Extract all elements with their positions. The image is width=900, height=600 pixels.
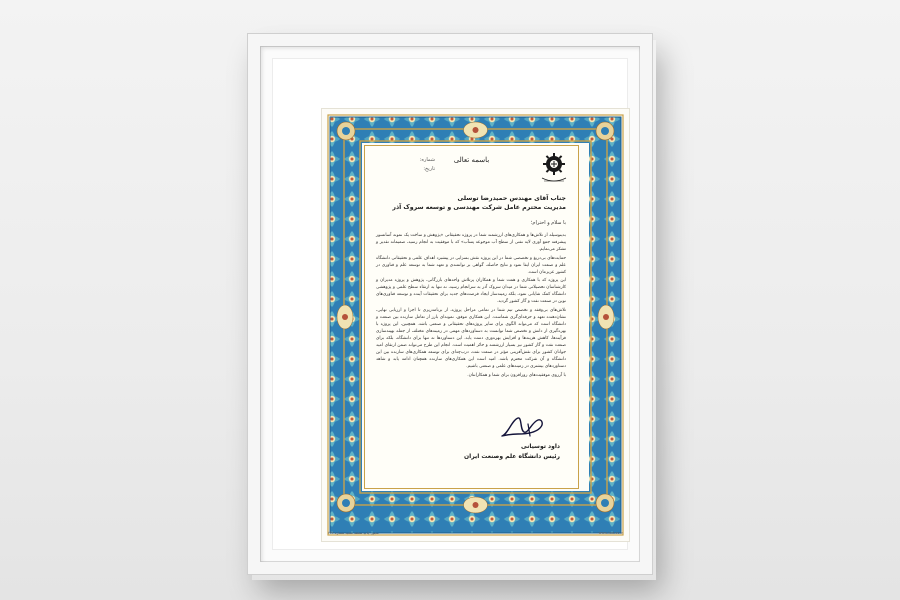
university-gear-emblem-icon (536, 150, 572, 186)
addressee-title: مدیریت محترم عامل شرکت مهندسی و توسعه سروک آذر (392, 204, 566, 211)
ornamental-border (322, 109, 629, 541)
signer-name: داود توسیانی (521, 443, 560, 450)
paragraph: بدینوسیله از تلاش‌ها و همکاری‌های ارزشمند شما در پروژه تحقیقاتی «پژوهش و ساخت یک نمونه آسانسور پیشرفته جمع آوری لایه نفتی از سطح آب موجوعه پسآب» که با موفقیت به انجام رسید، صمیمانه تقدیر و تشکر می‌نمایم. (376, 233, 566, 253)
picture-frame (248, 34, 652, 574)
handwritten-signature (498, 414, 548, 442)
website-url: www.iust.ac.ir (598, 531, 623, 535)
print-permit-note: مجوز چاپ منعقد شعبه شماره ۲۳۷ (328, 531, 379, 535)
number-label: شماره: (419, 157, 435, 163)
bismillah-heading: باسمه تعالی (453, 156, 490, 164)
signer-title: رئیس دانشگاه علم وصنعت ایران (464, 453, 560, 460)
passe-partout-mat (272, 58, 628, 550)
certificate-content (364, 145, 579, 489)
paragraph: تلاش‌های بی‌وقفه و تخصص تیم شما در تمامی مراحل پروژه، از برنامه‌ریزی تا اجرا و ارزیابی نهایی، نشان‌دهنده تعهد و حرفه‌ای‌گری شماست. این همکاری موفق، نمونه‌ای بارز از تعامل سازنده بین صنعت و دانشگاه است که می‌تواند الگوی برای سایر پروژه‌های تحقیقاتی و صنعتی باشد. همچنین، این پروژه با بهره‌گیری از دانش و تخصص شما توانست به دستاوردهای مهمی در زمینه‌های مختلف از جمله بهینه‌سازی فرآیندها، کاهش هزینه‌ها و افزایش بهره‌وری دست یابد. این دستاوردها نه تنها برای دانشگاه، بلکه برای صنعت نفت و گاز کشور نیز بسیار ارزشمند و حائز اهمیت است. انجام این طرح می‌تواند ضمن ارتقای امید جوانان کشور برای نقش‌آفرینی مؤثر در صنعت نفت، درب‌چه‌ای برای توسعه همکاری‌های سازنده بین این دانشگاه و آن شرکت محترم باشد. امید است این همکاری‌های سازنده همچنان ادامه یابد و شاهد دستاوردهای بیشتری در زمینه‌های علمی و صنعتی باشیم. (376, 307, 566, 370)
letter-body (376, 232, 566, 380)
addressee (376, 194, 566, 212)
date-label: تاریخ: (423, 166, 435, 172)
paragraph: با آرزوی موفقیت‌های روزافزون برای شما و همکارانتان. (467, 372, 566, 378)
certificate-paper (322, 109, 629, 541)
letter-meta (375, 156, 435, 174)
salutation: با سلام و احترام؛ (530, 220, 566, 226)
paragraph: این پروژه که با همکاری و همت شما و همکاران پرتلاش واحدهای بازرگانی، پژوهش و پروژه مدیران و کارشناسان تحصیلاتی شما در میدان سروک آذر به سرانجام رسید، نه تنها به ارتقاء سطح علمی و پژوهشی دانشگاه کمک شایانی نمود، بلکه زمینه‌ساز ایجاد فرصت‌های جدید برای تحقیقات آینده و توسعه فناوری‌های نوین در صنعت نفت و گاز کشور گردید. (376, 278, 566, 305)
paragraph: حمایت‌های بی‌دریغ و تخصصی شما در این پروژه نقش بسزایی در پیشبرد اهداف علمی و تحقیقاتی دانشگاه علم و صنعت ایران ایفا نمود و نتایج حاصله، گواهی بر توانمندی و تعهد شما به توسعه علم و فناوری در کشور عزیزمان است. (376, 255, 566, 275)
addressee-name: جناب آقای مهندس حمیدرضا توسلی (457, 195, 566, 202)
signer-block (440, 442, 560, 462)
